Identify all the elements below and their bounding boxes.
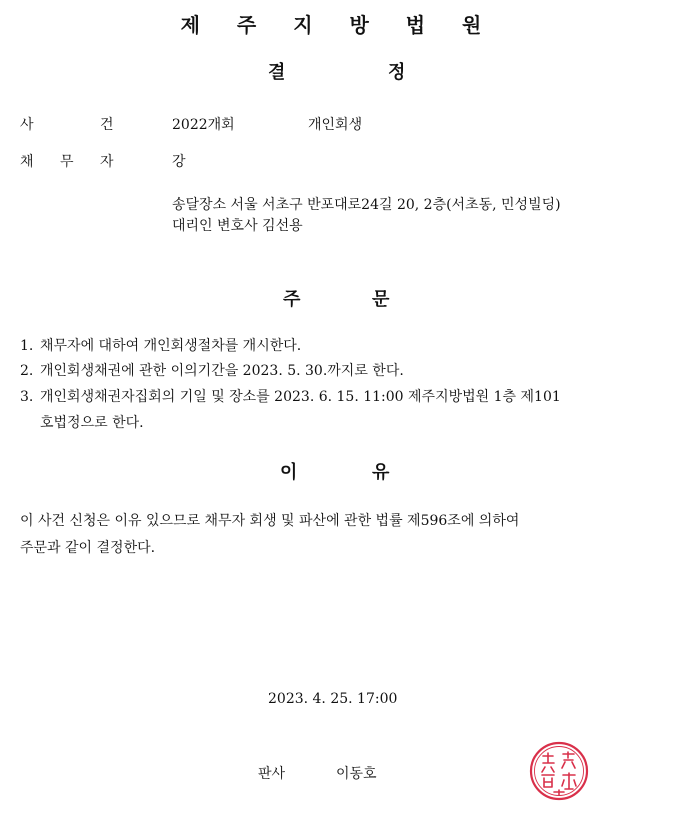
case-label-1: 사 — [20, 117, 34, 133]
debtor-label-3: 자 — [100, 154, 114, 170]
order-item — [20, 335, 301, 357]
judge-name: 이동호 — [336, 766, 377, 782]
order-item — [20, 386, 561, 408]
case-label-2: 건 — [100, 117, 114, 133]
order-item-continuation: 호법정으로 한다. — [40, 415, 144, 431]
debtor-agent: 대리인 변호사 김선용 — [172, 218, 303, 234]
case-type: 개인회생 — [308, 117, 363, 133]
reason-heading-left: 이 — [280, 462, 298, 483]
order-item-number: 1. — [20, 338, 34, 354]
debtor-label-2: 무 — [60, 154, 74, 170]
order-item-text: 개인회생채권에 관한 이의기간을 2023. 5. 30.까지로 한다. — [40, 363, 404, 379]
order-item-number: 3. — [20, 389, 34, 405]
court-name: 제 주 지 방 법 원 — [180, 13, 497, 37]
case-number: 2022개회 — [172, 117, 235, 133]
reason-text-line-2: 주문과 같이 결정한다. — [20, 540, 156, 556]
order-item — [20, 360, 404, 382]
reason-heading-right: 유 — [372, 462, 390, 483]
judge-title: 판사 — [258, 766, 286, 782]
order-heading-right: 문 — [372, 289, 390, 310]
order-item-text: 개인회생채권자집회의 기일 및 장소를 2023. 6. 15. 11:00 제주지방법원 1층 제101 — [40, 389, 561, 405]
reason-text-line-1: 이 사건 신청은 이유 있으므로 채무자 회생 및 파산에 관한 법률 제596조에 의하여 — [20, 513, 520, 529]
official-seal-icon — [528, 740, 590, 802]
order-item-number: 2. — [20, 363, 34, 379]
doc-type-left: 결 — [268, 62, 286, 83]
decision-date: 2023. 4. 25. 17:00 — [268, 691, 398, 707]
debtor-label-1: 채 — [20, 154, 34, 170]
order-item-text: 채무자에 대하여 개인회생절차를 개시한다. — [40, 338, 302, 354]
doc-type-right: 정 — [388, 62, 406, 83]
order-heading-left: 주 — [283, 289, 301, 310]
service-address: 송달장소 서울 서초구 반포대로24길 20, 2층(서초동, 민성빌딩) — [172, 197, 561, 213]
debtor-name: 강 — [172, 154, 186, 170]
